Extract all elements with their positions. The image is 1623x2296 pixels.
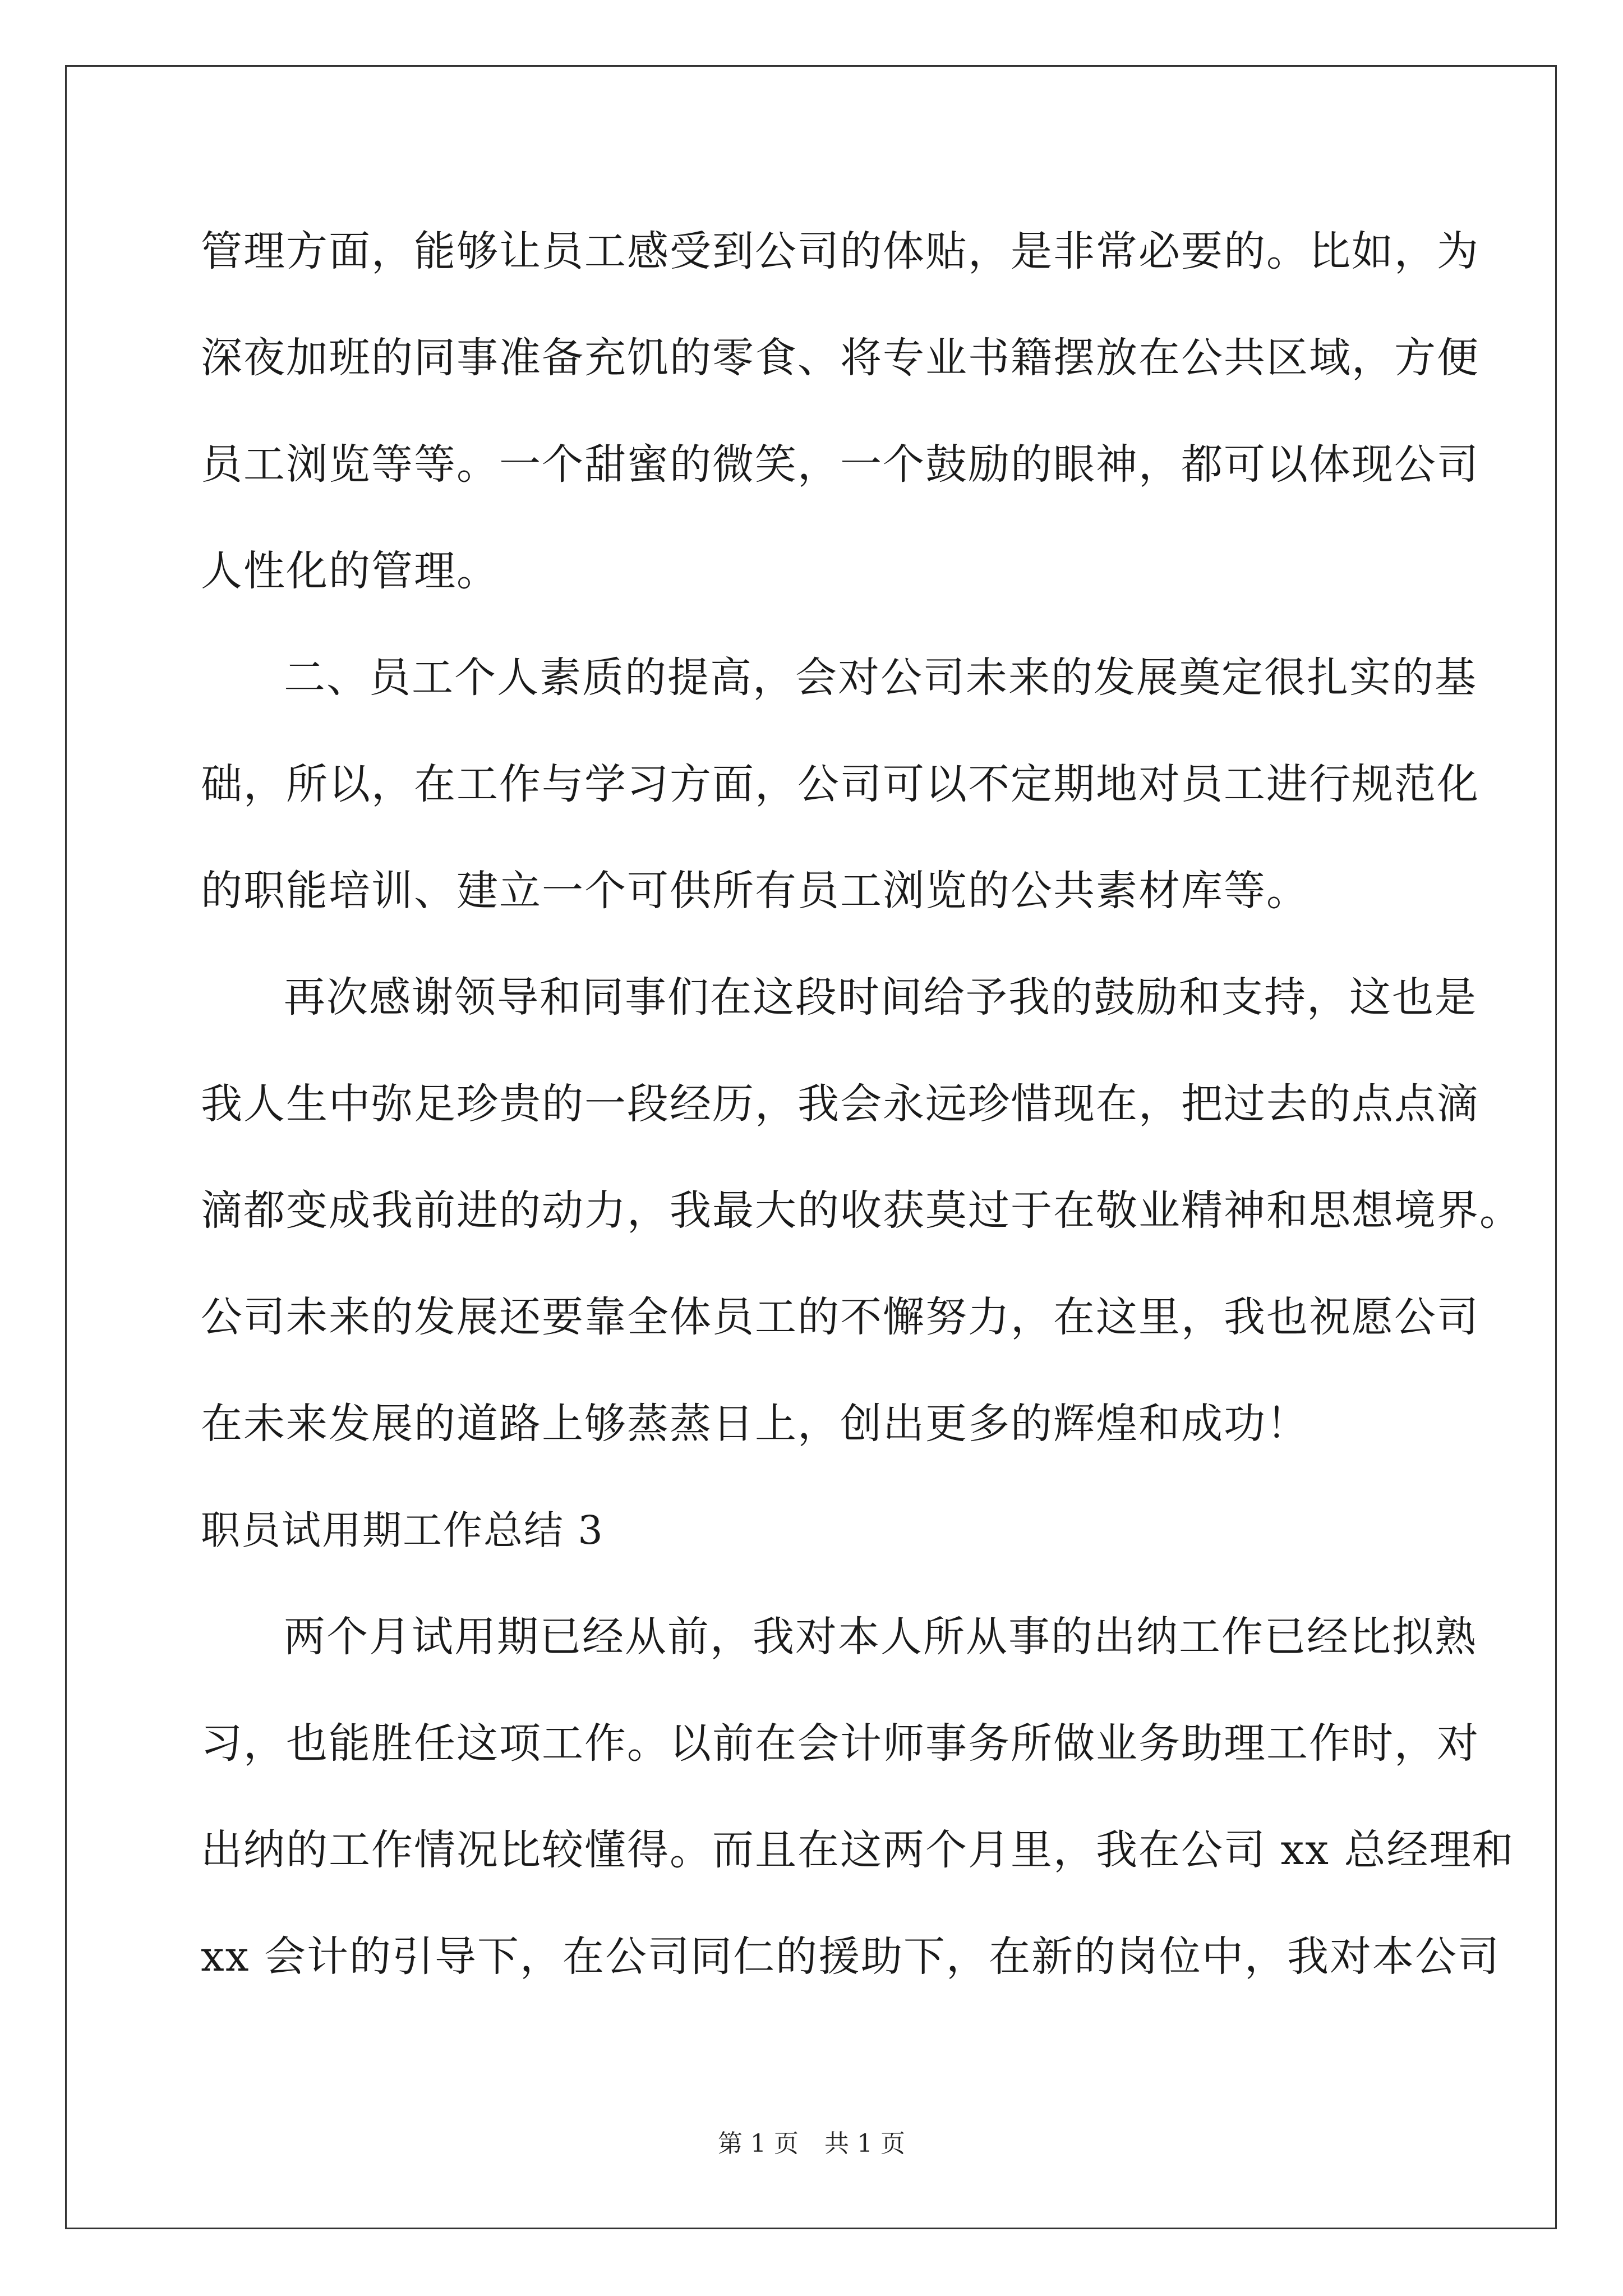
text-line: 深夜加班的同事准备充饥的零食、将专业书籍摆放在公共区域，方便 — [201, 334, 1479, 382]
text-line: 我人生中弥足珍贵的一段经历，我会永远珍惜现在，把过去的点点滴 — [201, 1080, 1479, 1128]
section-heading: 职员试用期工作总结 3 — [201, 1507, 604, 1553]
paragraph-start-line: 再次感谢领导和同事们在这段时间给予我的鼓励和支持，这也是 — [284, 973, 1477, 1022]
text-line: 的职能培训、建立一个可供所有员工浏览的公共素材库等。 — [201, 867, 1309, 915]
paragraph-start-line: 二、员工个人素质的提高，会对公司未来的发展奠定很扎实的基 — [284, 654, 1477, 702]
text-line: 人性化的管理。 — [201, 547, 499, 595]
text-line: 出纳的工作情况比较懂得。而且在这两个月里，我在公司 xx 总经理和 — [201, 1826, 1515, 1874]
total-pages: 共 1 页 — [824, 2129, 905, 2158]
text-line: 公司未来的发展还要靠全体员工的不懈努力，在这里，我也祝愿公司 — [201, 1293, 1479, 1341]
text-line: 员工浏览等等。一个甜蜜的微笑，一个鼓励的眼神，都可以体现公司 — [201, 440, 1479, 489]
text-line: 管理方面，能够让员工感受到公司的体贴，是非常必要的。比如，为 — [201, 227, 1479, 275]
paragraph-start-line: 两个月试用期已经从前，我对本人所从事的出纳工作已经比拟熟 — [284, 1613, 1477, 1661]
text-line: 在未来发展的道路上够蒸蒸日上，创出更多的辉煌和成功！ — [201, 1400, 1309, 1448]
text-line: 习，也能胜任这项工作。以前在会计师事务所做业务助理工作时，对 — [201, 1719, 1479, 1768]
text-line: 滴都变成我前进的动力，我最大的收获莫过于在敬业精神和思想境界。 — [201, 1186, 1522, 1235]
page-footer — [0, 2127, 1623, 2161]
text-line: xx 会计的引导下，在公司同仁的援助下，在新的岗位中，我对本公司 — [201, 1932, 1500, 1981]
page-number: 第 1 页 — [718, 2129, 799, 2158]
text-line: 础，所以，在工作与学习方面，公司可以不定期地对员工进行规范化 — [201, 760, 1479, 808]
